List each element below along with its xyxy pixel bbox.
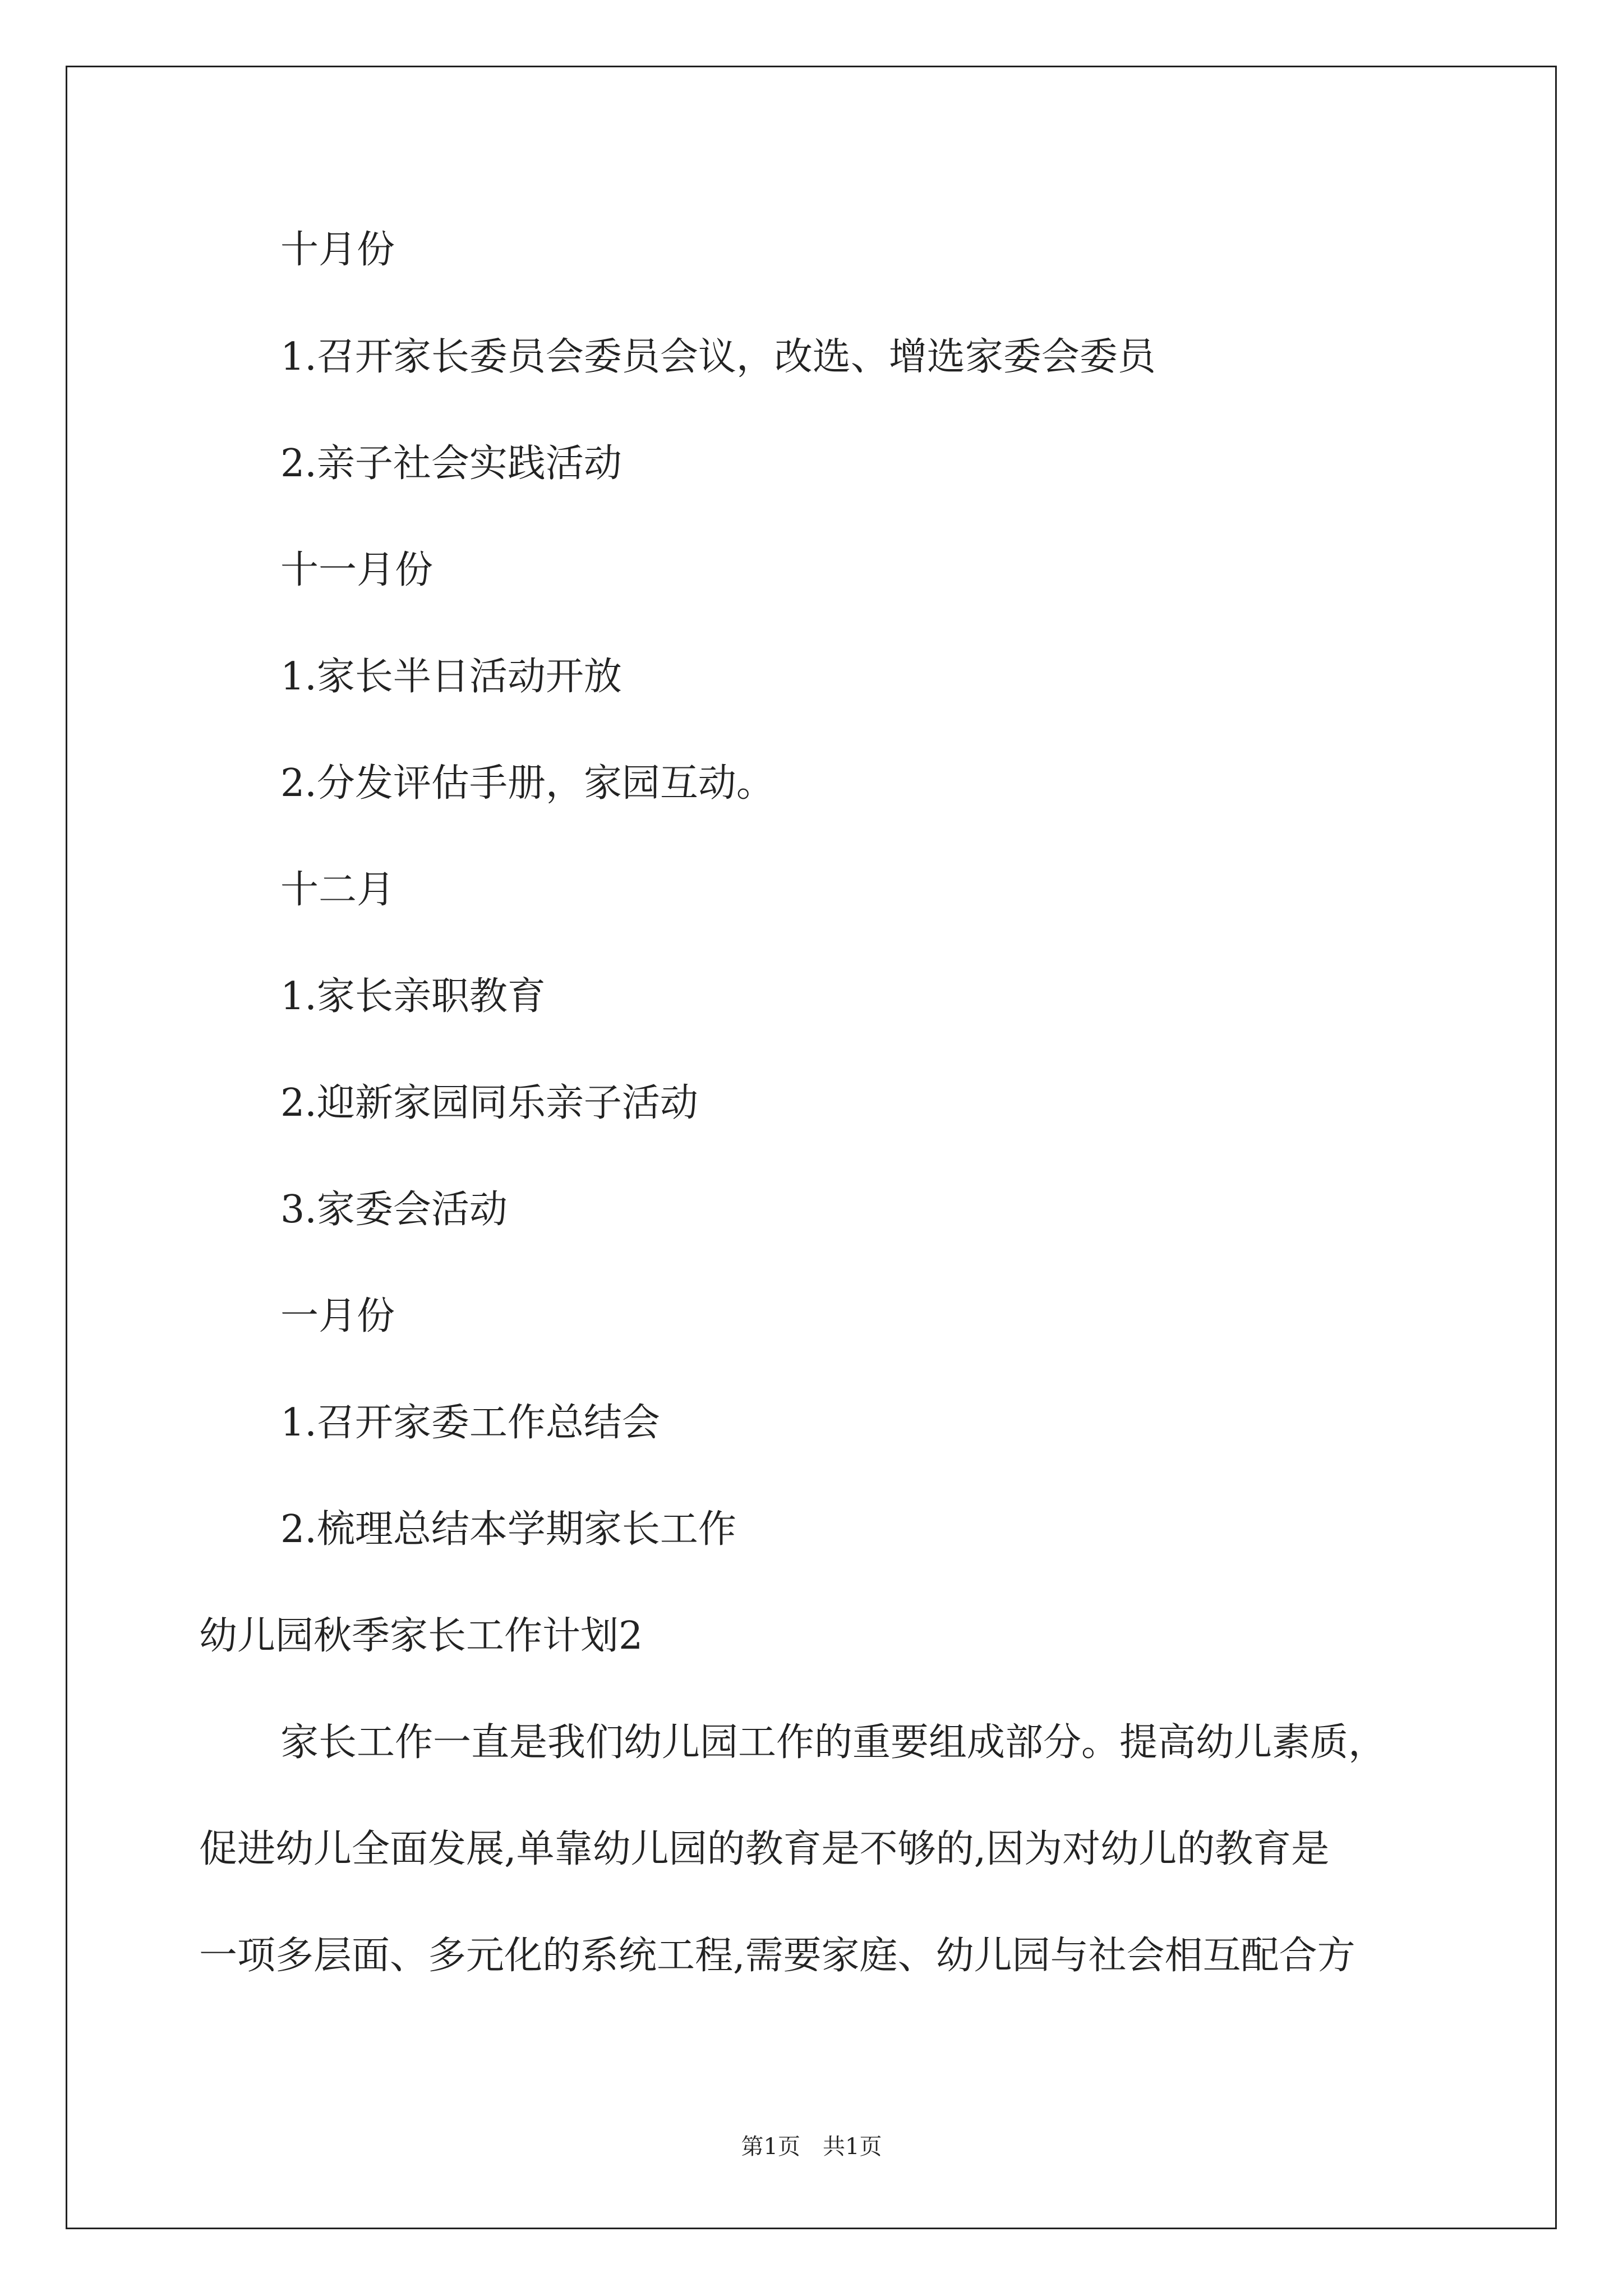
section-title: 幼儿园秋季家长工作计划2 <box>199 1614 643 1658</box>
list-item: 2.亲子社会实践活动 <box>280 441 622 486</box>
list-item: 1.召开家长委员会委员会议，改选、增选家委会委员 <box>280 335 1156 379</box>
page-border <box>66 66 1557 2229</box>
list-item: 2.迎新家园同乐亲子活动 <box>280 1081 698 1125</box>
paragraph-line: 家长工作一直是我们幼儿园工作的重要组成部分。提高幼儿素质， <box>280 1720 1387 1765</box>
list-item: 2.梳理总结本学期家长工作 <box>280 1507 736 1552</box>
month-heading-january: 一月份 <box>280 1294 395 1338</box>
paragraph-line: 促进幼儿全面发展,单靠幼儿园的教育是不够的,因为对幼儿的教育是 <box>199 1827 1330 1871</box>
month-heading-november: 十一月份 <box>280 548 434 592</box>
list-item: 3.家委会活动 <box>280 1188 508 1232</box>
list-item: 1.家长亲职教育 <box>280 974 546 1019</box>
paragraph-line: 一项多层面、多元化的系统工程,需要家庭、幼儿园与社会相互配合方 <box>199 1934 1355 1978</box>
page-footer: 第1页 共1页 <box>741 2134 882 2160</box>
list-item: 1.召开家委工作总结会 <box>280 1401 660 1445</box>
list-item: 1.家长半日活动开放 <box>280 655 622 699</box>
month-heading-december: 十二月 <box>280 868 395 912</box>
list-item: 2.分发评估手册，家园互动。 <box>280 761 774 806</box>
month-heading-october: 十月份 <box>280 228 395 272</box>
